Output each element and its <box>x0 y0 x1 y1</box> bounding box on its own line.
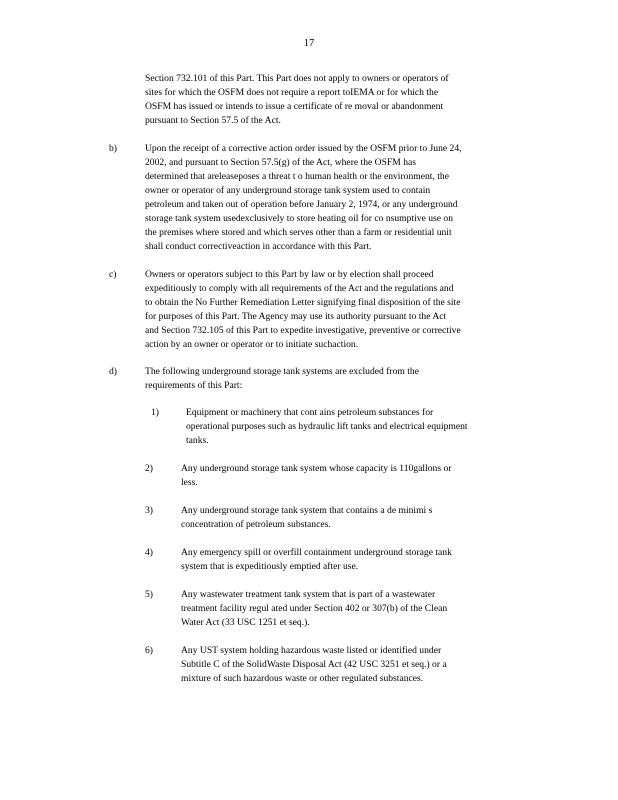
text-line: less. <box>181 477 198 488</box>
text-line: shall conduct correctiveaction in accordance with this Part. <box>145 241 372 252</box>
text-line: requirements of this Part: <box>145 380 243 391</box>
text-line: Upon the receipt of a corrective action order issued by the OSFM prior to June 24, <box>145 143 462 154</box>
text-line: Owners or operators subject to this Part by law or by election shall proceed <box>145 269 434 280</box>
text-line: Equipment or machinery that cont ains petroleum substances for <box>186 407 434 418</box>
text-line: petroleum and taken out of operation before January 2, 1974, or any underground <box>145 199 458 210</box>
text-line: Section 732.101 of this Part. This Part does not apply to owners or operators of <box>145 73 449 84</box>
text-line: and Section 732.105 of this Part to expedite investigative, preventive or corrective <box>145 325 461 336</box>
subitem-label: 1) <box>151 407 159 418</box>
page-number: 17 <box>303 38 315 49</box>
text-line: for purposes of this Part. The Agency may use its authority pursuant to the Act <box>145 311 447 322</box>
text-line: Any emergency spill or overfill containment underground storage tank <box>181 547 452 558</box>
item-label: b) <box>109 143 117 154</box>
text-line: Any UST system holding hazardous waste listed or identified under <box>181 645 442 656</box>
text-line: OSFM has issued or intends to issue a certificate of re moval or abandonment <box>145 101 444 112</box>
text-line: pursuant to Section 57.5 of the Act. <box>145 115 281 126</box>
text-line: storage tank system usedexclusively to store heating oil for co nsumptive use on <box>145 213 454 224</box>
text-line: system that is expeditiously emptied after use. <box>181 561 359 572</box>
text-line: sites for which the OSFM does not require a report toIEMA or for which the <box>145 87 439 98</box>
text-line: Any underground storage tank system that contains a de minimi s <box>181 505 433 516</box>
text-line: 2002, and pursuant to Section 57.5(g) of the Act, where the OSFM has <box>145 157 416 168</box>
text-line: to obtain the No Further Remediation Letter signifying final disposition of the site <box>145 297 461 308</box>
text-line: Any wastewater treatment tank system that is part of a wastewater <box>181 589 436 600</box>
text-line: The following underground storage tank systems are excluded from the <box>145 366 419 377</box>
text-line: concentration of petroleum substances. <box>181 519 331 530</box>
subitem-label: 6) <box>145 645 153 656</box>
text-line: action by an owner or operator or to initiate suchaction. <box>145 339 359 350</box>
text-line: Water Act (33 USC 1251 et seq.). <box>181 617 310 628</box>
subitem-label: 2) <box>145 463 153 474</box>
text-line: mixture of such hazardous waste or other regulated substances. <box>181 673 424 684</box>
subitem-label: 5) <box>145 589 153 600</box>
subitem-label: 3) <box>145 505 153 516</box>
text-line: treatment facility regul ated under Section 402 or 307(b) of the Clean <box>181 603 448 614</box>
text-line: owner or operator of any underground storage tank system used to contain <box>145 185 431 196</box>
text-line: Any underground storage tank system whose capacity is 110gallons or <box>181 463 452 474</box>
text-line: tanks. <box>186 435 209 446</box>
item-label: c) <box>109 269 117 280</box>
item-label: d) <box>109 366 117 377</box>
text-line: the premises where stored and which serves other than a farm or residential unit <box>145 227 452 238</box>
text-line: operational purposes such as hydraulic lift tanks and electrical equipment <box>186 421 468 432</box>
text-line: expeditiously to comply with all requirements of the Act and the regulations and <box>145 283 454 294</box>
text-line: Subtitle C of the SolidWaste Disposal Act (42 USC 3251 et seq.) or a <box>181 659 447 670</box>
text-line: determined that areleaseposes a threat t o human health or the environment, the <box>145 171 449 182</box>
subitem-label: 4) <box>145 547 153 558</box>
